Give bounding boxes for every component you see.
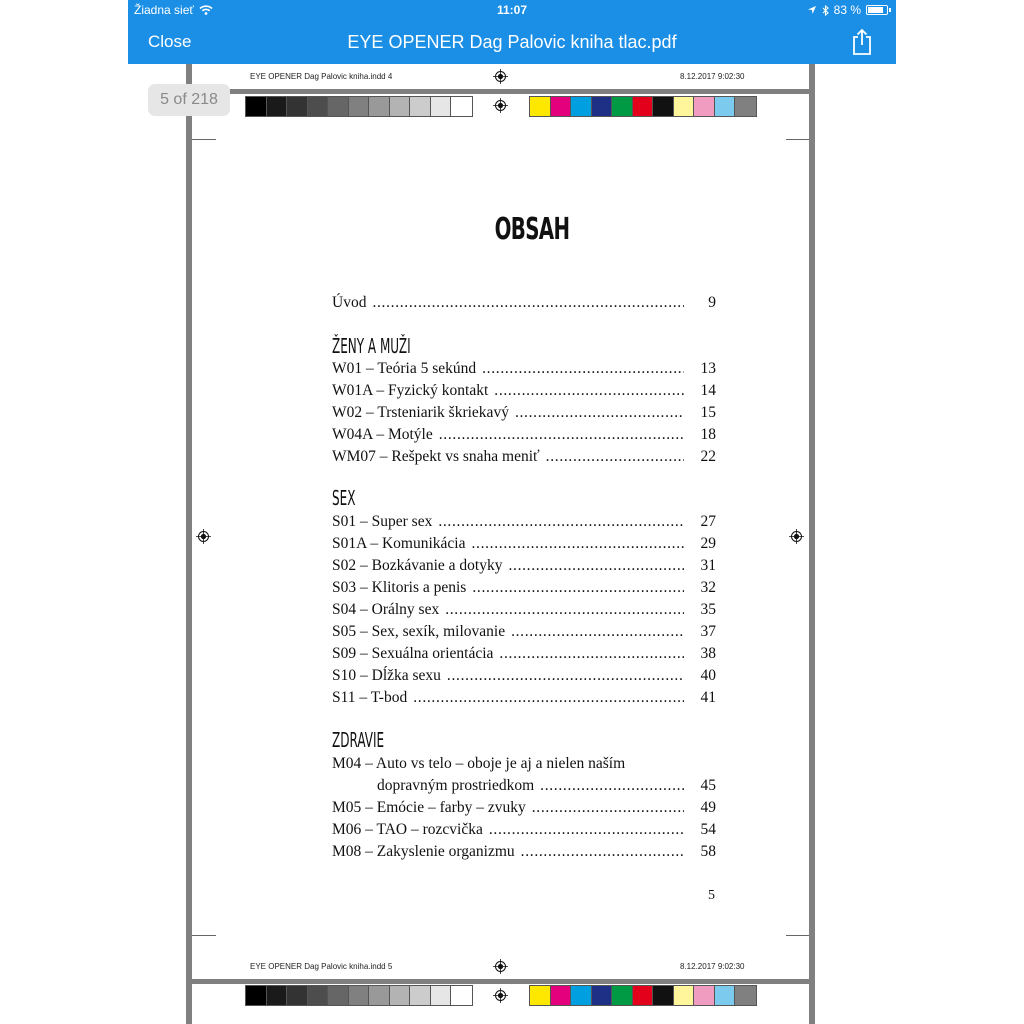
toc-entry-page: 45: [700, 777, 716, 794]
section-heading: ŽENY A MUŽI: [332, 334, 411, 358]
dot-leader: [540, 777, 684, 795]
toc-entry: [332, 821, 716, 843]
dot-leader: [489, 821, 684, 839]
toc-entry: [332, 535, 716, 557]
page-indicator: 5 of 218: [148, 84, 230, 116]
gray-color-bar: [245, 96, 473, 117]
toc-entry: [332, 557, 716, 579]
color-swatch: [431, 97, 452, 116]
color-swatch: [390, 97, 411, 116]
toc-entry: [332, 382, 716, 404]
toc-entry-label-continued: dopravným prostriedkom: [377, 777, 535, 794]
toc-entry-page: 29: [700, 535, 716, 552]
process-color-bar: [529, 96, 757, 117]
registration-mark-icon: [196, 529, 211, 544]
color-swatch: [267, 986, 288, 1005]
dot-leader: [532, 799, 684, 817]
registration-mark-icon: [493, 988, 508, 1003]
toc-entry: [332, 843, 716, 865]
color-swatch: [633, 986, 654, 1005]
color-swatch: [735, 97, 756, 116]
color-swatch: [694, 97, 715, 116]
dot-leader: [372, 294, 684, 312]
dot-leader: [511, 623, 684, 641]
page-edge-left: [186, 64, 192, 1024]
location-arrow-icon: [807, 5, 817, 15]
color-swatch: [267, 97, 288, 116]
toc-entry: [332, 601, 716, 623]
status-right: [807, 3, 888, 17]
toc-entry-page: 54: [700, 821, 716, 838]
status-bar: [128, 0, 896, 20]
trim-mark: [786, 139, 809, 140]
battery-percent: 83 %: [833, 3, 861, 17]
toc-entry-label: M04 – Auto vs telo – oboje je aj a nielen naším: [332, 755, 626, 772]
page-edge-right: [809, 64, 815, 1024]
color-swatch: [612, 97, 633, 116]
toc-entry-label: S09 – Sexuálna orientácia: [332, 645, 494, 662]
page-number: 5: [708, 888, 715, 903]
toc-entry-label: S01A – Komunikácia: [332, 535, 466, 552]
toc-entry-label: Úvod: [332, 294, 367, 311]
page-separator-bottom: [186, 979, 815, 984]
color-swatch: [287, 97, 308, 116]
trim-mark: [192, 935, 216, 936]
toc-entry: [332, 645, 716, 667]
slug-file-info-bottom: EYE OPENER Dag Palovic kniha.indd 5: [250, 962, 393, 971]
toc-entry-label: M05 – Emócie – farby – zvuky: [332, 799, 526, 816]
close-button[interactable]: Close: [148, 32, 192, 51]
color-swatch: [246, 986, 267, 1005]
toc-entry-page: 18: [700, 426, 716, 443]
toc-entry-page: 22: [700, 448, 716, 465]
registration-mark-icon: [493, 98, 508, 113]
color-swatch: [369, 986, 390, 1005]
color-swatch: [571, 97, 592, 116]
dot-leader: [438, 513, 684, 531]
toc-entry: [332, 360, 716, 382]
color-swatch: [287, 986, 308, 1005]
color-swatch: [328, 97, 349, 116]
dot-leader: [515, 404, 684, 422]
dot-leader: [471, 535, 684, 553]
toc-entry-label: S11 – T-bod: [332, 689, 408, 706]
color-swatch: [633, 97, 654, 116]
color-swatch: [369, 97, 390, 116]
dot-leader: [413, 689, 684, 707]
color-swatch: [451, 97, 472, 116]
dot-leader: [439, 426, 684, 444]
color-swatch: [410, 986, 431, 1005]
color-swatch: [349, 986, 370, 1005]
color-swatch: [349, 97, 370, 116]
color-swatch: [715, 97, 736, 116]
color-swatch: [571, 986, 592, 1005]
toc-entry-page: 15: [700, 404, 716, 421]
toc-entry-page: 38: [700, 645, 716, 662]
dot-leader: [521, 843, 684, 861]
toc-entry-page: 49: [700, 799, 716, 816]
color-swatch: [674, 986, 695, 1005]
toc-entry-label: W01 – Teória 5 sekúnd: [332, 360, 477, 377]
color-swatch: [592, 97, 613, 116]
pdf-viewer-app: [128, 0, 896, 1024]
color-swatch: [530, 986, 551, 1005]
toc-entry-label: M06 – TAO – rozcvička: [332, 821, 483, 838]
dot-leader: [482, 360, 684, 378]
toc-entry-label: S04 – Orálny sex: [332, 601, 440, 618]
toc-entry: [332, 448, 716, 470]
toc-entry-label: WM07 – Rešpekt vs snaha meniť: [332, 448, 540, 465]
toc-entry-label: W01A – Fyzický kontakt: [332, 382, 489, 399]
color-swatch: [530, 97, 551, 116]
toc-entry: [332, 777, 716, 799]
toc-entry-page: 9: [708, 294, 716, 311]
color-swatch: [431, 986, 452, 1005]
toc-entry-page: 31: [700, 557, 716, 574]
battery-icon: [866, 5, 888, 15]
clock: 11:07: [496, 3, 528, 17]
carrier-label: Žiadna sieť: [134, 3, 194, 17]
dot-leader: [447, 667, 684, 685]
toc-entry-label: S02 – Bozkávanie a dotyky: [332, 557, 503, 574]
bluetooth-icon: [822, 5, 829, 16]
color-swatch: [612, 986, 633, 1005]
color-swatch: [551, 97, 572, 116]
top-bar: [128, 0, 896, 64]
toc-entry: [332, 294, 716, 316]
toc-entry-page: 13: [700, 360, 716, 377]
toc-entry: [332, 623, 716, 645]
dot-leader: [472, 579, 684, 597]
section-heading: ZDRAVIE: [332, 728, 385, 752]
slug-file-info-top: EYE OPENER Dag Palovic kniha.indd 4: [250, 72, 393, 81]
toc-entry-page: 32: [700, 579, 716, 596]
document-title: EYE OPENER Dag Palovic kniha tlac.pdf: [347, 32, 677, 52]
navigation-bar: [128, 20, 896, 64]
registration-mark-icon: [789, 529, 804, 544]
gray-color-bar: [245, 985, 473, 1006]
toc-entry-page: 37: [700, 623, 716, 640]
toc-entry-page: 58: [700, 843, 716, 860]
color-swatch: [694, 986, 715, 1005]
page-title: OBSAH: [494, 212, 570, 247]
toc-entry-label: W02 – Trsteniarik škriekavý: [332, 404, 509, 421]
toc-entry: [332, 426, 716, 448]
toc-entry-label: M08 – Zakyslenie organizmu: [332, 843, 515, 860]
toc-entry: [332, 579, 716, 601]
dot-leader: [494, 382, 684, 400]
color-swatch: [551, 986, 572, 1005]
toc-entry-page: 14: [700, 382, 716, 399]
toc-entry: [332, 667, 716, 689]
toc-entry: [332, 799, 716, 821]
registration-mark-icon: [493, 69, 508, 84]
dot-leader: [445, 601, 684, 619]
toc-entry-page: 41: [700, 689, 716, 706]
trim-mark: [786, 935, 809, 936]
toc-entry-label: S05 – Sex, sexík, milovanie: [332, 623, 506, 640]
color-swatch: [410, 97, 431, 116]
trim-mark: [192, 139, 216, 140]
slug-date-bottom: 8.12.2017 9:02:30: [680, 962, 745, 971]
toc-entry-page: 40: [700, 667, 716, 684]
color-swatch: [715, 986, 736, 1005]
share-icon[interactable]: [850, 28, 874, 56]
toc-entry-page: 27: [700, 513, 716, 530]
toc-entry: [332, 513, 716, 535]
process-color-bar: [529, 985, 757, 1006]
color-swatch: [451, 986, 472, 1005]
color-swatch: [735, 986, 756, 1005]
dot-leader: [546, 448, 684, 466]
section-heading: SEX: [332, 486, 356, 510]
toc-entry-label: S01 – Super sex: [332, 513, 433, 530]
color-swatch: [592, 986, 613, 1005]
color-swatch: [308, 986, 329, 1005]
page-separator-top: [186, 89, 815, 94]
color-swatch: [246, 97, 267, 116]
color-swatch: [328, 986, 349, 1005]
dot-leader: [499, 645, 684, 663]
color-swatch: [674, 97, 695, 116]
toc-entry: [332, 404, 716, 426]
registration-mark-icon: [493, 959, 508, 974]
toc-entry: [332, 689, 716, 711]
toc-entry-label: W04A – Motýle: [332, 426, 433, 443]
toc-entry-page: 35: [700, 601, 716, 618]
toc-entry-label: S10 – Dĺžka sexu: [332, 667, 441, 684]
dot-leader: [508, 557, 684, 575]
slug-date-top: 8.12.2017 9:02:30: [680, 72, 745, 81]
color-swatch: [653, 986, 674, 1005]
toc-entry-label: S03 – Klitoris a penis: [332, 579, 467, 596]
color-swatch: [308, 97, 329, 116]
color-swatch: [390, 986, 411, 1005]
color-swatch: [653, 97, 674, 116]
